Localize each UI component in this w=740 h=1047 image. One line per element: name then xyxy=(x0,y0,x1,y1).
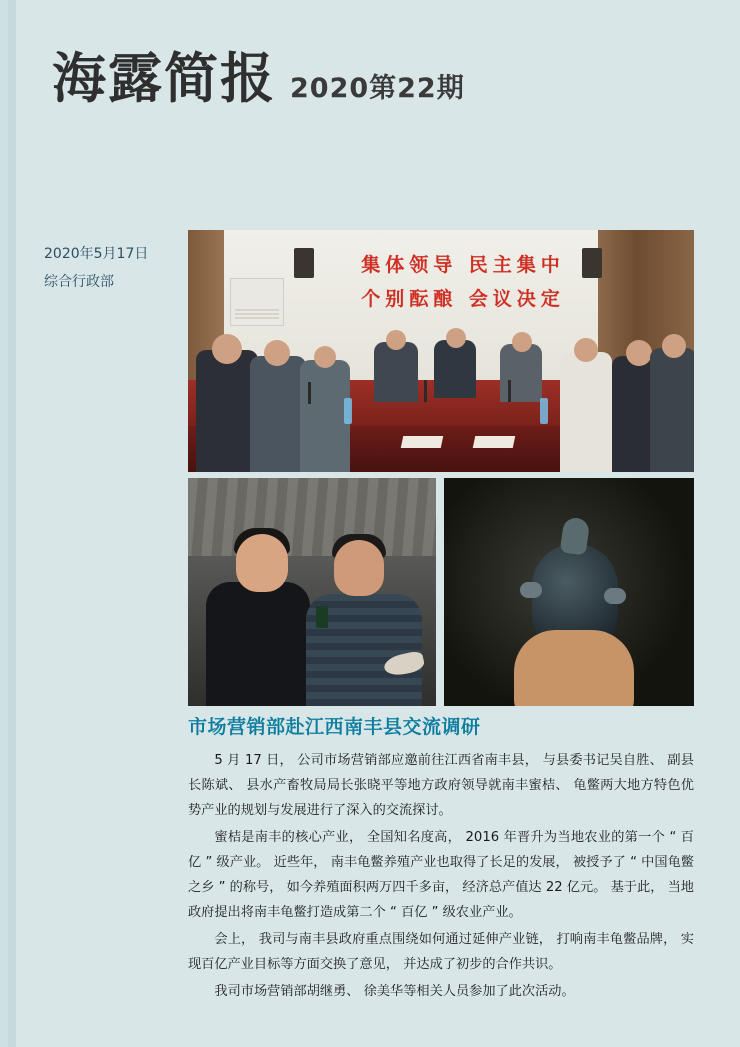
attendee-1 xyxy=(196,350,258,472)
publish-date: 2020年5月17日 xyxy=(44,246,149,262)
document-paper-1 xyxy=(401,436,444,448)
issue-label: 2020第22期 xyxy=(290,73,465,104)
meeting-banner xyxy=(318,246,608,318)
attendee-5-head xyxy=(446,328,466,348)
person-left-body xyxy=(206,582,310,706)
article-paragraph: 我司市场营销部胡继勇、 徐美华等相关人员参加了此次活动。 xyxy=(214,984,575,999)
attendee-2-head xyxy=(264,340,290,366)
left-accent-strip xyxy=(0,0,16,1047)
water-bottle-2 xyxy=(540,398,548,424)
attendee-3 xyxy=(300,360,350,472)
article-paragraph: 蜜桔是南丰的核心产业， 全国知名度高， 2016 年晋升为当地农业的第一个 “ 百亿 ” 级产业。 近些年， 南丰龟鳖养殖产业也取得了长足的发展， 被授予了 “ 中国龟鳖之乡 ” 的称号， 如今养殖面积两万四千多亩， 经济总产值达 22 亿元。 基于此， 当地政府提出将南丰龟鳖打造成第二个 “ 百亿 ” 级农业产业。 xyxy=(188,830,694,920)
article-paragraph: 5 月 17 日， 公司市场营销部应邀前往江西省南丰县， 与县委书记吴自胜、 副县长陈斌、 县水产畜牧局局长张晓平等地方政府领导就南丰蜜桔、 龟鳖两大地方特色优势产业的规划与发展进行了深入的交流探讨。 xyxy=(188,753,694,818)
attendee-3-head xyxy=(314,346,336,368)
attendee-7-head xyxy=(574,338,598,362)
attendee-1-head xyxy=(212,334,242,364)
air-conditioner-icon xyxy=(230,278,284,326)
turtle-head xyxy=(560,516,591,555)
turtle-rear-leg xyxy=(604,588,626,604)
article-title: 市场营销部赴江西南丰县交流调研 xyxy=(188,716,481,738)
water-bottle-1 xyxy=(344,398,352,424)
handheld-device-icon xyxy=(316,606,328,628)
farm-visit-photo xyxy=(188,478,436,706)
left-accent-strip-inner xyxy=(8,0,16,1047)
masthead xyxy=(52,47,465,110)
turtle-front-leg xyxy=(520,582,542,598)
microphone-3 xyxy=(508,380,511,402)
speaker-icon-left xyxy=(294,248,314,278)
department-label: 综合行政部 xyxy=(44,274,114,290)
human-hand xyxy=(514,630,634,706)
meeting-photo xyxy=(188,230,694,472)
attendee-9 xyxy=(650,348,694,472)
article-paragraph: 会上， 我司与南丰县政府重点围绕如何通过延伸产业链， 打响南丰龟鳖品牌， 实现百亿产业目标等方面交换了意见， 并达成了初步的合作共识。 xyxy=(188,932,694,972)
banner-line-1: 集体领导 民主集中 xyxy=(361,254,565,276)
document-paper-2 xyxy=(473,436,516,448)
meta-block xyxy=(44,240,184,296)
attendee-7 xyxy=(560,352,612,472)
attendee-5 xyxy=(434,340,476,398)
attendee-8-head xyxy=(626,340,652,366)
attendee-6-head xyxy=(512,332,532,352)
attendee-4-head xyxy=(386,330,406,350)
turtle-closeup-photo xyxy=(444,478,694,706)
attendee-4 xyxy=(374,342,418,402)
attendee-9-head xyxy=(662,334,686,358)
person-left-head xyxy=(236,534,288,592)
person-right-head xyxy=(334,540,384,596)
attendee-2 xyxy=(250,356,306,472)
greenhouse-roof xyxy=(188,478,436,556)
attendee-6 xyxy=(500,344,542,402)
banner-line-2: 个别酝酿 会议决定 xyxy=(361,288,565,310)
page-title: 海露简报 xyxy=(52,47,276,110)
article-body xyxy=(188,748,694,1006)
microphone-1 xyxy=(308,382,311,404)
microphone-2 xyxy=(424,380,427,402)
